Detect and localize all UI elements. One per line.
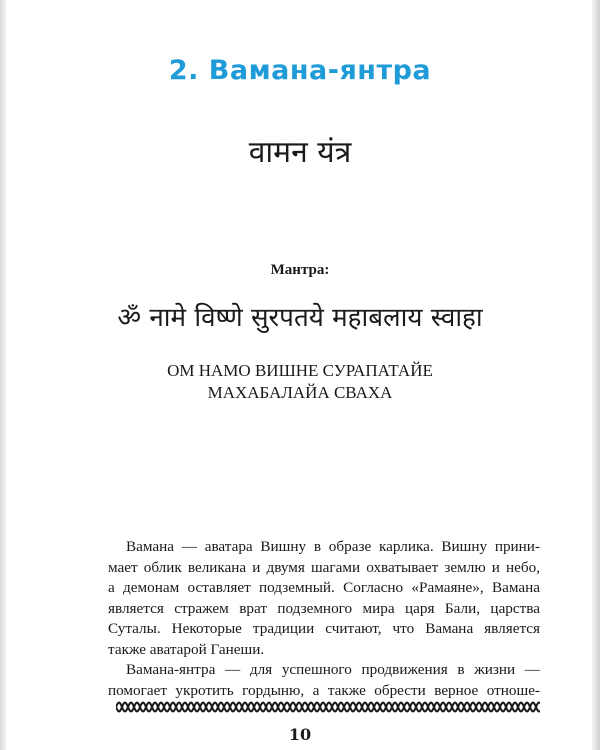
body-line-3: а демонам оставляет подземный. Согласно «Рамаяне», Вамана [108,579,540,596]
mantra-devanagari: ॐ नामे विष्णे सुरपतये महाबलाय स्वाहा [117,303,483,333]
mantra-label: Мантра: [270,262,330,278]
page-number: 10 [288,725,312,744]
mantra-transliteration-line-2: МАХАБАЛАЙА СВАХА [207,383,393,402]
body-line-6: также аватарой Ганеши. [108,640,265,658]
mantra-transliteration [0,360,600,404]
body-line-7: Вамана-янтра — для успешного продвижения в жизни — [126,661,540,678]
mantra-transliteration-line-1: ОМ НАМО ВИШНЕ СУРАПАТАЙЕ [167,361,433,380]
body-line-8: помогает укротить гордыню, а также обрести верное отноше- [108,681,540,699]
body-line-5: Суталы. Некоторые традиции считают, что Вамана является [108,620,540,637]
body-paragraphs [108,537,540,701]
body-line-4: является стражем врат подземного мира царя Бали, царства [108,599,540,617]
wave-ornament-icon [116,700,540,714]
body-line-2: мает облик великана и двумя шагами охватывает землю и небо, [108,558,540,576]
body-line-1: Вамана — аватара Вишну в образе карлика. Вишну прини- [126,538,540,555]
devanagari-title: वामन यंत्र [248,135,352,170]
section-title: 2. Вамана-янтра [168,55,432,86]
